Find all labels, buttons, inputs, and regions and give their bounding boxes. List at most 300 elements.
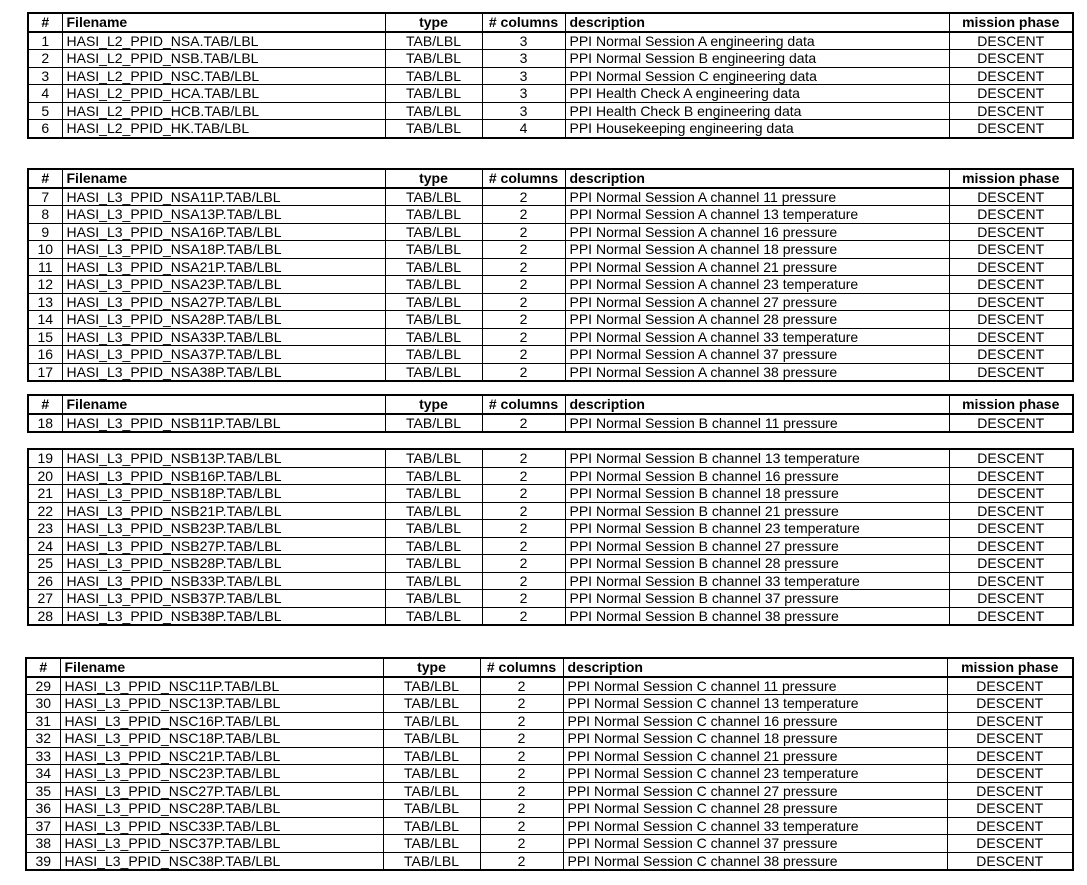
cell-mission-phase: DESCENT: [949, 449, 1073, 467]
cell-mission-phase: DESCENT: [949, 67, 1073, 85]
file-table: [27, 394, 1074, 433]
table-row: [28, 102, 1073, 120]
cell-filename: HASI_L3_PPID_NSB11P.TAB/LBL: [62, 414, 385, 433]
cell-mission-phase: DESCENT: [949, 502, 1073, 520]
cell-description: PPI Normal Session A channel 18 pressure: [565, 241, 949, 259]
cell-description: PPI Normal Session B channel 38 pressure: [565, 607, 949, 625]
cell-column-count: 2: [482, 276, 565, 294]
cell-column-count: 2: [482, 520, 565, 538]
table-row: [26, 817, 1073, 835]
cell-type: TAB/LBL: [385, 50, 482, 68]
cell-column-count: 2: [480, 800, 563, 818]
cell-mission-phase: DESCENT: [949, 206, 1073, 224]
table-row: [28, 572, 1073, 590]
cell-filename: HASI_L3_PPID_NSC16P.TAB/LBL: [60, 712, 383, 730]
cell-type: TAB/LBL: [385, 555, 482, 573]
cell-mission-phase: DESCENT: [949, 85, 1073, 103]
table-row: [26, 765, 1073, 783]
cell-type: TAB/LBL: [385, 590, 482, 608]
cell-mission-phase: DESCENT: [949, 293, 1073, 311]
cell-description: PPI Normal Session A channel 13 temperature: [565, 206, 949, 224]
cell-description: PPI Normal Session C channel 23 temperature: [563, 765, 947, 783]
cell-mission-phase: DESCENT: [949, 363, 1073, 381]
header-filename: Filename: [62, 169, 385, 188]
table-header-row: [28, 169, 1073, 188]
cell-description: PPI Normal Session A channel 33 temperature: [565, 328, 949, 346]
cell-description: PPI Normal Session C channel 16 pressure: [563, 712, 947, 730]
cell-description: PPI Normal Session A channel 11 pressure: [565, 188, 949, 206]
cell-mission-phase: DESCENT: [949, 102, 1073, 120]
cell-type: TAB/LBL: [385, 120, 482, 138]
cell-row-number: 8: [28, 206, 62, 224]
cell-row-number: 2: [28, 50, 62, 68]
header-column-count: # columns: [482, 169, 565, 188]
cell-description: PPI Normal Session B channel 13 temperature: [565, 449, 949, 467]
table-row: [26, 730, 1073, 748]
cell-mission-phase: DESCENT: [949, 346, 1073, 364]
cell-description: PPI Normal Session B engineering data: [565, 50, 949, 68]
cell-type: TAB/LBL: [385, 32, 482, 50]
cell-filename: HASI_L3_PPID_NSA16P.TAB/LBL: [62, 223, 385, 241]
cell-mission-phase: DESCENT: [949, 485, 1073, 503]
cell-mission-phase: DESCENT: [949, 241, 1073, 259]
cell-description: PPI Normal Session C channel 37 pressure: [563, 835, 947, 853]
cell-column-count: 2: [482, 414, 565, 433]
cell-column-count: 4: [482, 120, 565, 138]
table-row: [28, 467, 1073, 485]
cell-column-count: 2: [480, 695, 563, 713]
table-row: [26, 677, 1073, 695]
cell-column-count: 2: [482, 537, 565, 555]
cell-description: PPI Normal Session C channel 21 pressure: [563, 747, 947, 765]
table-row: [28, 188, 1073, 206]
cell-description: PPI Normal Session A channel 21 pressure: [565, 258, 949, 276]
cell-column-count: 3: [482, 50, 565, 68]
cell-row-number: 18: [28, 414, 62, 433]
header-mission-phase: mission phase: [949, 395, 1073, 414]
cell-mission-phase: DESCENT: [949, 520, 1073, 538]
cell-type: TAB/LBL: [385, 241, 482, 259]
cell-type: TAB/LBL: [385, 537, 482, 555]
cell-filename: HASI_L3_PPID_NSA38P.TAB/LBL: [62, 363, 385, 381]
cell-type: TAB/LBL: [385, 258, 482, 276]
cell-description: PPI Normal Session B channel 28 pressure: [565, 555, 949, 573]
table-row: [28, 363, 1073, 381]
file-table: [27, 12, 1074, 139]
cell-type: TAB/LBL: [385, 449, 482, 467]
cell-filename: HASI_L3_PPID_NSB38P.TAB/LBL: [62, 607, 385, 625]
cell-column-count: 2: [482, 241, 565, 259]
cell-column-count: 3: [482, 85, 565, 103]
header-column-count: # columns: [482, 395, 565, 414]
cell-description: PPI Normal Session B channel 27 pressure: [565, 537, 949, 555]
cell-description: PPI Normal Session C engineering data: [565, 67, 949, 85]
cell-row-number: 11: [28, 258, 62, 276]
header-row-number: #: [28, 169, 62, 188]
table-row: [26, 852, 1073, 870]
cell-column-count: 2: [482, 258, 565, 276]
header-type: type: [385, 169, 482, 188]
header-row-number: #: [28, 13, 62, 32]
cell-mission-phase: DESCENT: [949, 467, 1073, 485]
cell-filename: HASI_L3_PPID_NSA21P.TAB/LBL: [62, 258, 385, 276]
cell-mission-phase: DESCENT: [949, 537, 1073, 555]
cell-mission-phase: DESCENT: [947, 782, 1073, 800]
cell-type: TAB/LBL: [385, 485, 482, 503]
cell-row-number: 4: [28, 85, 62, 103]
cell-description: PPI Normal Session B channel 18 pressure: [565, 485, 949, 503]
table-row: [28, 485, 1073, 503]
cell-column-count: 2: [482, 346, 565, 364]
cell-mission-phase: DESCENT: [947, 695, 1073, 713]
table-row: [28, 120, 1073, 138]
cell-filename: HASI_L3_PPID_NSA28P.TAB/LBL: [62, 311, 385, 329]
header-type: type: [385, 13, 482, 32]
header-description: description: [563, 658, 947, 677]
cell-description: PPI Normal Session B channel 16 pressure: [565, 467, 949, 485]
cell-type: TAB/LBL: [383, 835, 480, 853]
header-description: description: [565, 13, 949, 32]
cell-column-count: 2: [480, 852, 563, 870]
cell-row-number: 23: [28, 520, 62, 538]
table-row: [28, 258, 1073, 276]
cell-description: PPI Normal Session A channel 27 pressure: [565, 293, 949, 311]
cell-row-number: 22: [28, 502, 62, 520]
table-row: [28, 537, 1073, 555]
cell-mission-phase: DESCENT: [947, 835, 1073, 853]
cell-filename: HASI_L2_PPID_HK.TAB/LBL: [62, 120, 385, 138]
table-header-row: [26, 658, 1073, 677]
cell-row-number: 24: [28, 537, 62, 555]
cell-row-number: 6: [28, 120, 62, 138]
table-row: [28, 85, 1073, 103]
cell-mission-phase: DESCENT: [947, 747, 1073, 765]
cell-row-number: 19: [28, 449, 62, 467]
header-filename: Filename: [62, 13, 385, 32]
cell-mission-phase: DESCENT: [949, 328, 1073, 346]
cell-mission-phase: DESCENT: [949, 32, 1073, 50]
cell-filename: HASI_L3_PPID_NSB23P.TAB/LBL: [62, 520, 385, 538]
header-mission-phase: mission phase: [947, 658, 1073, 677]
table-row: [28, 520, 1073, 538]
cell-filename: HASI_L3_PPID_NSC33P.TAB/LBL: [60, 817, 383, 835]
cell-filename: HASI_L3_PPID_NSA18P.TAB/LBL: [62, 241, 385, 259]
table-row: [28, 555, 1073, 573]
cell-column-count: 2: [480, 712, 563, 730]
table-row: [28, 346, 1073, 364]
cell-row-number: 30: [26, 695, 60, 713]
cell-description: PPI Normal Session A channel 38 pressure: [565, 363, 949, 381]
cell-type: TAB/LBL: [385, 328, 482, 346]
cell-filename: HASI_L2_PPID_NSA.TAB/LBL: [62, 32, 385, 50]
table-row: [28, 223, 1073, 241]
cell-row-number: 25: [28, 555, 62, 573]
cell-type: TAB/LBL: [385, 311, 482, 329]
table-row: [26, 782, 1073, 800]
cell-row-number: 16: [28, 346, 62, 364]
cell-type: TAB/LBL: [385, 85, 482, 103]
cell-filename: HASI_L2_PPID_NSC.TAB/LBL: [62, 67, 385, 85]
cell-column-count: 2: [482, 449, 565, 467]
cell-column-count: 2: [480, 835, 563, 853]
cell-description: PPI Normal Session A channel 28 pressure: [565, 311, 949, 329]
cell-type: TAB/LBL: [383, 712, 480, 730]
cell-mission-phase: DESCENT: [949, 258, 1073, 276]
cell-mission-phase: DESCENT: [949, 590, 1073, 608]
cell-filename: HASI_L3_PPID_NSB21P.TAB/LBL: [62, 502, 385, 520]
cell-row-number: 27: [28, 590, 62, 608]
cell-mission-phase: DESCENT: [949, 414, 1073, 433]
cell-filename: HASI_L3_PPID_NSA27P.TAB/LBL: [62, 293, 385, 311]
cell-type: TAB/LBL: [383, 782, 480, 800]
file-table: [27, 168, 1074, 382]
cell-filename: HASI_L3_PPID_NSA11P.TAB/LBL: [62, 188, 385, 206]
table-row: [28, 502, 1073, 520]
table-row: [26, 800, 1073, 818]
cell-type: TAB/LBL: [383, 677, 480, 695]
cell-type: TAB/LBL: [383, 747, 480, 765]
file-table: [27, 448, 1074, 626]
cell-column-count: 2: [480, 747, 563, 765]
table-row: [28, 206, 1073, 224]
cell-type: TAB/LBL: [383, 817, 480, 835]
table-row: [28, 32, 1073, 50]
table-row: [28, 607, 1073, 625]
header-filename: Filename: [62, 395, 385, 414]
cell-column-count: 2: [482, 188, 565, 206]
header-description: description: [565, 395, 949, 414]
table-row: [28, 293, 1073, 311]
cell-mission-phase: DESCENT: [949, 120, 1073, 138]
cell-type: TAB/LBL: [385, 223, 482, 241]
cell-type: TAB/LBL: [385, 502, 482, 520]
cell-row-number: 15: [28, 328, 62, 346]
table-row: [26, 747, 1073, 765]
cell-row-number: 5: [28, 102, 62, 120]
cell-filename: HASI_L3_PPID_NSB27P.TAB/LBL: [62, 537, 385, 555]
table-row: [26, 695, 1073, 713]
cell-type: TAB/LBL: [383, 765, 480, 783]
cell-type: TAB/LBL: [385, 67, 482, 85]
cell-mission-phase: DESCENT: [947, 817, 1073, 835]
cell-column-count: 2: [480, 730, 563, 748]
cell-column-count: 2: [482, 363, 565, 381]
cell-filename: HASI_L2_PPID_HCB.TAB/LBL: [62, 102, 385, 120]
cell-column-count: 2: [482, 502, 565, 520]
cell-row-number: 7: [28, 188, 62, 206]
cell-filename: HASI_L3_PPID_NSC13P.TAB/LBL: [60, 695, 383, 713]
cell-row-number: 39: [26, 852, 60, 870]
cell-type: TAB/LBL: [383, 852, 480, 870]
table-row: [28, 311, 1073, 329]
cell-row-number: 35: [26, 782, 60, 800]
cell-type: TAB/LBL: [385, 206, 482, 224]
cell-row-number: 36: [26, 800, 60, 818]
header-row-number: #: [28, 395, 62, 414]
cell-filename: HASI_L3_PPID_NSC38P.TAB/LBL: [60, 852, 383, 870]
table-row: [28, 241, 1073, 259]
cell-filename: HASI_L3_PPID_NSB37P.TAB/LBL: [62, 590, 385, 608]
cell-row-number: 26: [28, 572, 62, 590]
cell-filename: HASI_L3_PPID_NSA23P.TAB/LBL: [62, 276, 385, 294]
cell-filename: HASI_L3_PPID_NSC23P.TAB/LBL: [60, 765, 383, 783]
cell-row-number: 13: [28, 293, 62, 311]
cell-filename: HASI_L3_PPID_NSA33P.TAB/LBL: [62, 328, 385, 346]
cell-filename: HASI_L3_PPID_NSC27P.TAB/LBL: [60, 782, 383, 800]
cell-column-count: 2: [482, 311, 565, 329]
cell-mission-phase: DESCENT: [949, 572, 1073, 590]
header-mission-phase: mission phase: [949, 13, 1073, 32]
cell-description: PPI Normal Session C channel 18 pressure: [563, 730, 947, 748]
cell-type: TAB/LBL: [385, 276, 482, 294]
table-header-row: [28, 395, 1073, 414]
header-filename: Filename: [60, 658, 383, 677]
cell-row-number: 29: [26, 677, 60, 695]
cell-column-count: 2: [482, 555, 565, 573]
cell-row-number: 3: [28, 67, 62, 85]
cell-column-count: 2: [482, 572, 565, 590]
cell-row-number: 32: [26, 730, 60, 748]
cell-filename: HASI_L3_PPID_NSB18P.TAB/LBL: [62, 485, 385, 503]
cell-type: TAB/LBL: [385, 346, 482, 364]
cell-mission-phase: DESCENT: [949, 50, 1073, 68]
cell-row-number: 28: [28, 607, 62, 625]
cell-column-count: 2: [482, 293, 565, 311]
cell-row-number: 20: [28, 467, 62, 485]
cell-description: PPI Normal Session C channel 13 temperature: [563, 695, 947, 713]
cell-mission-phase: DESCENT: [949, 555, 1073, 573]
cell-column-count: 2: [480, 765, 563, 783]
cell-mission-phase: DESCENT: [949, 188, 1073, 206]
header-column-count: # columns: [480, 658, 563, 677]
cell-description: PPI Housekeeping engineering data: [565, 120, 949, 138]
table-row: [28, 449, 1073, 467]
cell-row-number: 21: [28, 485, 62, 503]
cell-type: TAB/LBL: [385, 467, 482, 485]
header-row-number: #: [26, 658, 60, 677]
cell-description: PPI Normal Session A channel 16 pressure: [565, 223, 949, 241]
cell-column-count: 2: [482, 328, 565, 346]
cell-type: TAB/LBL: [383, 695, 480, 713]
cell-mission-phase: DESCENT: [947, 852, 1073, 870]
header-type: type: [383, 658, 480, 677]
cell-row-number: 9: [28, 223, 62, 241]
cell-type: TAB/LBL: [385, 414, 482, 433]
cell-description: PPI Normal Session A engineering data: [565, 32, 949, 50]
cell-column-count: 2: [480, 817, 563, 835]
cell-type: TAB/LBL: [385, 572, 482, 590]
table-row: [28, 328, 1073, 346]
cell-filename: HASI_L2_PPID_NSB.TAB/LBL: [62, 50, 385, 68]
cell-description: PPI Normal Session C channel 27 pressure: [563, 782, 947, 800]
cell-type: TAB/LBL: [385, 520, 482, 538]
cell-description: PPI Normal Session C channel 11 pressure: [563, 677, 947, 695]
cell-mission-phase: DESCENT: [949, 607, 1073, 625]
file-table: [25, 657, 1074, 871]
cell-description: PPI Health Check B engineering data: [565, 102, 949, 120]
cell-column-count: 3: [482, 32, 565, 50]
cell-description: PPI Health Check A engineering data: [565, 85, 949, 103]
cell-type: TAB/LBL: [383, 800, 480, 818]
table-header-row: [28, 13, 1073, 32]
cell-mission-phase: DESCENT: [947, 677, 1073, 695]
cell-column-count: 2: [480, 677, 563, 695]
table-row: [26, 835, 1073, 853]
cell-description: PPI Normal Session B channel 21 pressure: [565, 502, 949, 520]
cell-filename: HASI_L3_PPID_NSB28P.TAB/LBL: [62, 555, 385, 573]
table-row: [28, 590, 1073, 608]
cell-filename: HASI_L3_PPID_NSC28P.TAB/LBL: [60, 800, 383, 818]
cell-mission-phase: DESCENT: [947, 730, 1073, 748]
cell-type: TAB/LBL: [385, 102, 482, 120]
cell-description: PPI Normal Session C channel 38 pressure: [563, 852, 947, 870]
cell-column-count: 2: [482, 467, 565, 485]
header-mission-phase: mission phase: [949, 169, 1073, 188]
cell-filename: HASI_L3_PPID_NSC37P.TAB/LBL: [60, 835, 383, 853]
cell-column-count: 3: [482, 102, 565, 120]
cell-description: PPI Normal Session C channel 33 temperature: [563, 817, 947, 835]
cell-row-number: 37: [26, 817, 60, 835]
header-type: type: [385, 395, 482, 414]
table-row: [28, 67, 1073, 85]
cell-row-number: 38: [26, 835, 60, 853]
cell-column-count: 2: [482, 590, 565, 608]
cell-filename: HASI_L3_PPID_NSB16P.TAB/LBL: [62, 467, 385, 485]
cell-mission-phase: DESCENT: [949, 223, 1073, 241]
cell-filename: HASI_L3_PPID_NSC18P.TAB/LBL: [60, 730, 383, 748]
cell-description: PPI Normal Session B channel 33 temperature: [565, 572, 949, 590]
cell-description: PPI Normal Session C channel 28 pressure: [563, 800, 947, 818]
table-row: [28, 414, 1073, 433]
cell-description: PPI Normal Session B channel 37 pressure: [565, 590, 949, 608]
cell-column-count: 2: [482, 206, 565, 224]
cell-column-count: 2: [482, 607, 565, 625]
cell-description: PPI Normal Session A channel 37 pressure: [565, 346, 949, 364]
cell-row-number: 12: [28, 276, 62, 294]
cell-filename: HASI_L2_PPID_HCA.TAB/LBL: [62, 85, 385, 103]
cell-type: TAB/LBL: [385, 293, 482, 311]
cell-filename: HASI_L3_PPID_NSC21P.TAB/LBL: [60, 747, 383, 765]
table-row: [28, 276, 1073, 294]
cell-mission-phase: DESCENT: [947, 800, 1073, 818]
cell-type: TAB/LBL: [385, 363, 482, 381]
cell-row-number: 31: [26, 712, 60, 730]
cell-row-number: 10: [28, 241, 62, 259]
cell-type: TAB/LBL: [385, 607, 482, 625]
cell-filename: HASI_L3_PPID_NSB13P.TAB/LBL: [62, 449, 385, 467]
cell-filename: HASI_L3_PPID_NSA13P.TAB/LBL: [62, 206, 385, 224]
cell-column-count: 2: [480, 782, 563, 800]
header-column-count: # columns: [482, 13, 565, 32]
cell-description: PPI Normal Session B channel 11 pressure: [565, 414, 949, 433]
cell-description: PPI Normal Session A channel 23 temperature: [565, 276, 949, 294]
cell-filename: HASI_L3_PPID_NSA37P.TAB/LBL: [62, 346, 385, 364]
cell-row-number: 33: [26, 747, 60, 765]
cell-type: TAB/LBL: [385, 188, 482, 206]
cell-column-count: 2: [482, 223, 565, 241]
cell-type: TAB/LBL: [383, 730, 480, 748]
cell-row-number: 17: [28, 363, 62, 381]
table-row: [26, 712, 1073, 730]
table-row: [28, 50, 1073, 68]
cell-column-count: 2: [482, 485, 565, 503]
cell-mission-phase: DESCENT: [949, 311, 1073, 329]
cell-mission-phase: DESCENT: [949, 276, 1073, 294]
cell-mission-phase: DESCENT: [947, 765, 1073, 783]
cell-mission-phase: DESCENT: [947, 712, 1073, 730]
cell-row-number: 1: [28, 32, 62, 50]
cell-row-number: 14: [28, 311, 62, 329]
